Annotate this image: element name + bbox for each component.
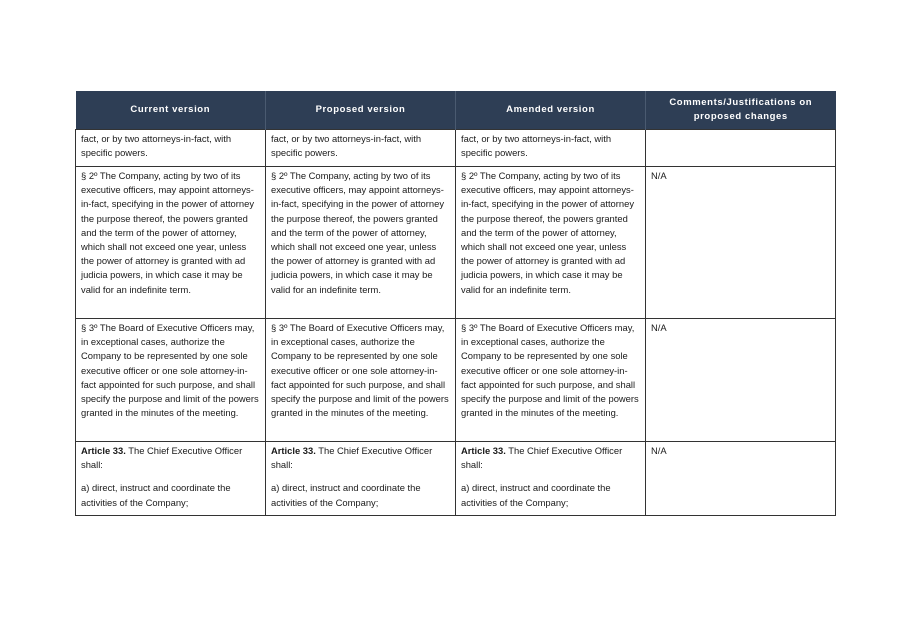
article-item: a) direct, instruct and coordinate the activities of the Company;	[271, 482, 421, 508]
table-row	[76, 167, 836, 319]
cell-current: § 3º The Board of Executive Officers may, in exceptional cases, authorize the Company to be represented by one sole executive officer or one sole attorney-in-fact appointed for such purpose, and shall specify the purpose and limit of the powers granted in the minutes of the meeting.	[76, 319, 266, 442]
cell-proposed: § 3º The Board of Executive Officers may, in exceptional cases, authorize the Company to be represented by one sole executive officer or one sole attorney-in-fact appointed for such purpose, and shall specify the purpose and limit of the powers granted in the minutes of the meeting.	[266, 319, 456, 442]
article-label: Article 33.	[461, 445, 506, 456]
header-row	[76, 91, 836, 130]
cell-amended: § 2º The Company, acting by two of its executive officers, may appoint attorneys-in-fact, specifying in the power of attorney the purpose thereof, the powers granted and the term of the power of attorney, which shall not exceed one year, unless the power of attorney is granted with ad judicia powers, in which case it may be valid for an indefinite term.	[456, 167, 646, 319]
table-header	[76, 91, 836, 130]
header-current-version: Current version	[76, 91, 266, 130]
cell-amended	[456, 442, 646, 516]
table-body	[76, 130, 836, 516]
cell-comments: N/A	[646, 442, 836, 516]
article-text: The Chief Executive Officer shall:	[271, 445, 433, 471]
cell-current: fact, or by two attorneys-in-fact, with specific powers.	[76, 130, 266, 167]
cell-comments	[646, 130, 836, 167]
article-heading	[461, 444, 640, 472]
cell-comments: N/A	[646, 319, 836, 442]
header-comments: Comments/Justifications on proposed changes	[646, 91, 836, 130]
article-item: a) direct, instruct and coordinate the activities of the Company;	[81, 482, 231, 508]
article-label: Article 33.	[81, 445, 126, 456]
cell-amended: fact, or by two attorneys-in-fact, with specific powers.	[456, 130, 646, 167]
article-item: a) direct, instruct and coordinate the activities of the Company;	[461, 482, 611, 508]
cell-current	[76, 442, 266, 516]
table-row	[76, 319, 836, 442]
article-text: The Chief Executive Officer shall:	[461, 445, 623, 471]
article-label: Article 33.	[271, 445, 316, 456]
cell-current: § 2º The Company, acting by two of its executive officers, may appoint attorneys-in-fact, specifying in the power of attorney the purpose thereof, the powers granted and the term of the power of attorney, which shall not exceed one year, unless the power of attorney is granted with ad judicia powers, in which case it may be valid for an indefinite term.	[76, 167, 266, 319]
table-row	[76, 130, 836, 167]
cell-comments: N/A	[646, 167, 836, 319]
header-proposed-version: Proposed version	[266, 91, 456, 130]
article-heading	[271, 444, 450, 472]
cell-amended: § 3º The Board of Executive Officers may, in exceptional cases, authorize the Company to be represented by one sole executive officer or one sole attorney-in-fact appointed for such purpose, and shall specify the purpose and limit of the powers granted in the minutes of the meeting.	[456, 319, 646, 442]
table-row	[76, 442, 836, 516]
amendment-comparison-table	[75, 91, 836, 516]
cell-proposed: fact, or by two attorneys-in-fact, with specific powers.	[266, 130, 456, 167]
cell-proposed: § 2º The Company, acting by two of its executive officers, may appoint attorneys-in-fact, specifying in the power of attorney the purpose thereof, the powers granted and the term of the power of attorney, which shall not exceed one year, unless the power of attorney is granted with ad judicia powers, in which case it may be valid for an indefinite term.	[266, 167, 456, 319]
cell-proposed	[266, 442, 456, 516]
article-heading	[81, 444, 260, 472]
header-amended-version: Amended version	[456, 91, 646, 130]
article-text: The Chief Executive Officer shall:	[81, 445, 243, 471]
